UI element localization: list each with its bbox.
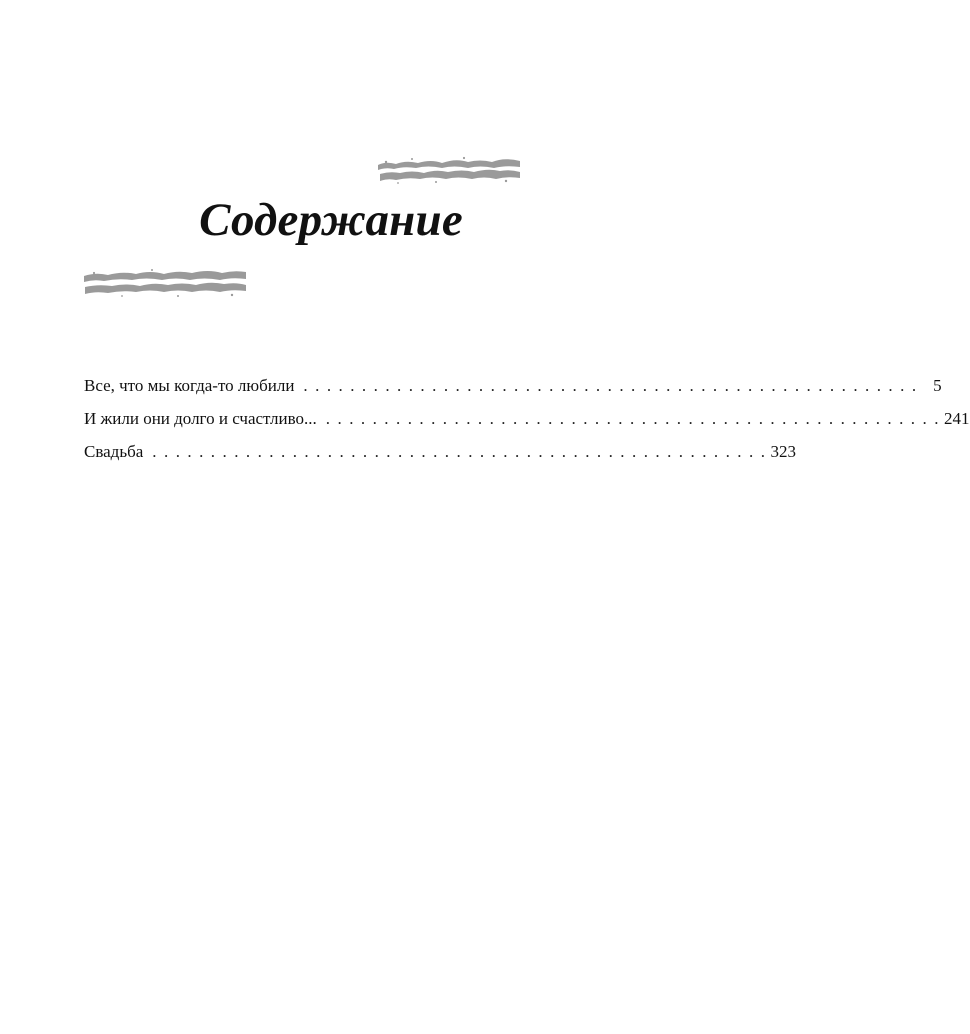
- toc-entry[interactable]: [84, 369, 942, 402]
- toc-leader-dots: . . . . . . . . . . . . . . . . . . . . . . . . . . . . . . . . . . . . . . . . . . . . . . . . . . . . .: [303, 376, 918, 395]
- toc-entry-title: Все, что мы когда-то любили: [84, 376, 295, 395]
- toc-leader-dots: . . . . . . . . . . . . . . . . . . . . . . . . . . . . . . . . . . . . . . . . . . . . . . . . . . . . .: [325, 409, 941, 428]
- toc-entry[interactable]: [84, 435, 797, 468]
- decorative-brushstroke-top: [376, 156, 522, 184]
- decorative-brushstroke-bottom: [82, 268, 248, 298]
- toc-entry-title: И жили они долго и счастливо...: [84, 409, 317, 428]
- toc-entry[interactable]: [84, 402, 970, 435]
- toc-entry-page: 241: [944, 409, 970, 428]
- page-title: Содержание: [199, 194, 463, 246]
- toc-entry-page: 323: [770, 442, 797, 461]
- toc-entry-title: Свадьба: [84, 442, 144, 461]
- toc-entry-page: 5: [933, 376, 942, 395]
- table-of-contents: [84, 369, 970, 468]
- toc-leader-dots: . . . . . . . . . . . . . . . . . . . . . . . . . . . . . . . . . . . . . . . . . . . . . . . . . . . . .: [152, 442, 767, 461]
